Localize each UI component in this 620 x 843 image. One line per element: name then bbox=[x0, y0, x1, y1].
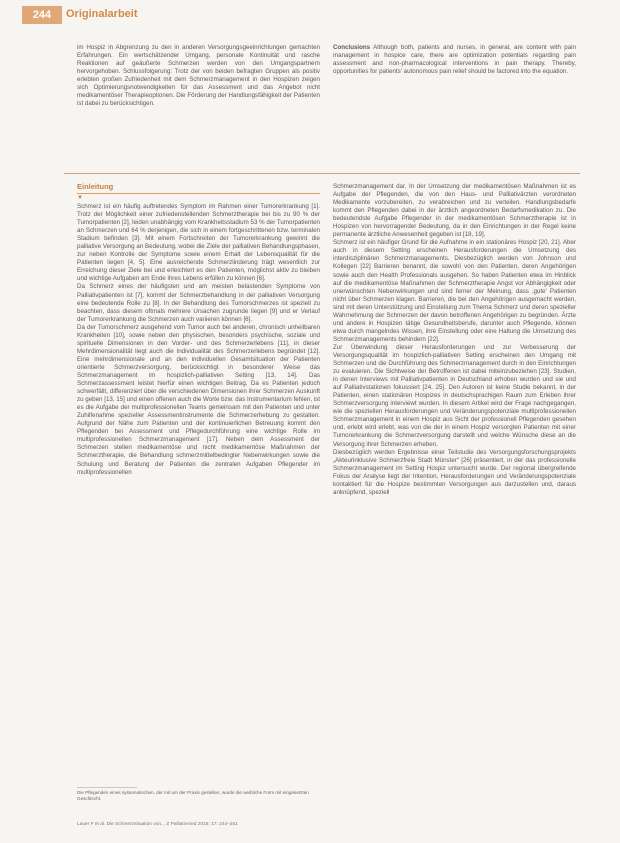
page-number: 244 bbox=[22, 6, 62, 24]
arrow-marker-icon: ▼ bbox=[77, 195, 83, 201]
body-right-paragraph-3: Zur Überwindung dieser Herausforderungen und zur Verbesserung der Versorgungsqualität im hospizlich-palliativen Setting erscheinen den Umgang mit Schmerzen und die Durchführung des Schmerzmanagement durch in den Einrichtungen zu evaluieren. Die Sichtweise der Betroffenen ist dabei miteinzubeziehen [23]. Studien, in denen Interviews mit Palliativpatienten in Deutschland erhoben wurden und sie und auf Palliativstationen fokussiert [24, 25]. Den Autoren ist keine Studie bekannt, in der Patienten, einen stationären Hospizes in deutschsprachigen Raum zum Erleben ihrer Schmerzversorgung interviewt wurden. In diesem Artikel wird der Frage nachgegangen, wie die speziellen Herausforderungen und Veränderungspotenziale multiprofessionellen Schmerzmanagement in einem Hospiz aus Sicht der professionell Pflegenden gesehen und, erlebt wird erlebt, was von die der in einem Hospiz versorgten Patienten mit einer Tumorerkrankung die Schmerzversorgung darstellt und welche Wünsche diese an die Versorgung ihrer Schmerzen erheben. bbox=[333, 343, 576, 448]
body-column-left bbox=[77, 203, 320, 477]
body-column-right bbox=[333, 183, 576, 497]
abstract-conclusions bbox=[333, 44, 576, 76]
section-heading: Einleitung bbox=[77, 182, 114, 191]
conclusions-text: Although both, patients and nurses, in general, are content with pain management in hospice care, there are optimization potentials regarding pain assessment and non-pharmacological interventions in pain therapy. Thereby, opportunities for patients' autonomous pain relief should be factored into the equation. bbox=[333, 44, 576, 76]
conclusions-label: Conclusions bbox=[333, 44, 371, 51]
body-left-paragraph-2: Da Schmerz eines der häufigsten und am meisten belastenden Symptome von Palliativpatienten ist [7], kommt der Schmerzbehandlung in der palliativen Versorgung eine bedeutende Rolle zu [8]. In der Behandlung des Tumorschmerzes ist speziell zu beachten, dass diesem oftmals mehrere Ursachen zugrunde liegen [9] und er Verlauf der Tumorerkrankung die Schmerzen auch variieren können [6]. bbox=[77, 283, 320, 323]
heading-rule bbox=[77, 193, 320, 194]
body-right-paragraph-1: Schmerzmanagement dar. In der Umsetzung der medikamentösen Maßnahmen ist es Aufgabe der Pflegenden, die von den Haus- und Palliativärzten verordneten Medikamente vorzubereiten, zu verabreichen und zu verteilen. Handlungsbedarfe kommt den Pflegenden dabei in der ärztlich angeordneten Bedarfsmedikation zu. Die bedeutendste Aufgabe Pflegender in der medikamentösen Schmerztherapie ist in Hospizen von hervorragender Bedeutung, da in den Einrichtungen in der Regel keine permanente ärztliche Anwesenheit gegeben ist [18, 19]. bbox=[333, 183, 576, 239]
footnote-rule bbox=[77, 787, 137, 788]
section-divider bbox=[64, 173, 580, 174]
body-left-paragraph-3: Da der Tumorschmerz ausgehend vom Tumor auch bei anderen, chronisch unheilbaren Krankheiten [10], sowie neben den physischen, besonders psychische, soziale und spirituelle Dimensionen in den Vorder- und des Schmerzerlebens [11], in dieser Mehrdimensionalität liegt auch die Individualität des Schmerzerlebens begründet [12]. Eine mehrdimensionale und an den individuellen Gesamtsituation der Patienten orientierte Schmerzversorgung, berücksichtigt in besonderer Weise das Schmerzmanagement im hospizlich-palliativen Setting [13, 14]. Das Schmerzassessment leistet hierfür einen wichtigen Beitrag. Da es Patienten jedoch schwerfällt, differenziert über die verschiedenen Dimensionen ihrer Schmerzen Auskunft zu geben [13, 15] und einen offenen auch die Worte bzw. das Instrumentarium fehlen, ist es die Aufgabe der multiprofessionellen Teams gemeinsam mit den Patienten und unter Zuhilfenahme spezieller Assessmentinstrumente die Schmerzerhebung zu gestalten. Aufgrund der Nähe zum Patienten und der kontinuierlichen Betreuung kommt den Pflegenden bei Assessment und Pflegedurchführung eine wichtige Rolle im multiprofessionellen Schmerzmanagement [17]. Neben dem Assessment der Schmerzen stellen medikamentöse und nicht medikamentöse Maßnahmen der Schmerztherapie, die Behandlung schmerzmittelbedingter Nebenwirkungen sowie die Schulung und Beratung der Patienten die zentralen Aufgaben Pflegender im multiprofessionellen bbox=[77, 323, 320, 476]
abstract-english-end bbox=[333, 44, 576, 76]
footnote: Die Pflegenden eines systematischen, der mit um der Praxis gestellen, wurde die weibliche Form mit eingesetzten Geschlecht. bbox=[77, 790, 309, 801]
page-header bbox=[0, 0, 620, 28]
body-left-paragraph-1: Schmerz ist ein häufig auftretendes Symptom im Rahmen einer Tumorerkrankung [1]. Trotz der Möglichkeit einer zufriedenstellenden Schmerztherapie bei bis zu 90 % der Tumorpatienten [2], leiden unabhängig vom Krankheitsstadium 53 % der Tumorpatienten an Schmerzen und 64 % derjenigen, die sich in einem fortgeschrittenen bzw. terminalen Stadium befinden [3]. Mit einem Fortschreiten der Tumorerkrankung gewinnt die palliative Versorgung an Bedeutung, wobei die Ziele der palliativen Behandlungsphasen, zur neben Kontrolle der Symptome sowie einem Erhalt der Lebensqualität für die Patienten liegen [4, 5]. Eine ausreichende Schmerzlinderung trägt wesentlich zur Erreichung dieser Ziele bei und erleichtert es den Patienten, möglichst aktiv zu bleiben und wichtige Aufgaben am Ende ihres Lebens erfüllen zu können [6]. bbox=[77, 203, 320, 283]
abstract-left-text: im Hospiz in Abgrenzung zu den in anderen Versorgungsgeeinrichtungen gemachten Erfahrungen. Ein wertschätzender Umgang, personale Kontinuität und rasche Reaktionen auf geäußerte Schmerzen werden von den Umgangspartnern hervorgehoben. Schlussfolgerung: Trotz der von beiden befragten Gruppen als positiv erlebten großen Zufriedenheit mit dem Schmerzmanagement in den Hospizen zeigen sich Optimierungsnotwendigkeiten für das Assessment und das Angebot nicht medikamentöser Therapieoptionen. Die Förderung der Handlungsfähigkeit der Patienten ist dabei zu berücksichtigen. bbox=[77, 44, 320, 108]
body-right-paragraph-2: Schmerz ist ein häufiger Grund für die Aufnahme in ein stationäres Hospiz [20, 21]. Aber auch in diesem Setting erscheinen Herausforderungen die Umsetzung des interdisziplinären Schmerzmanagements. Diesbezüglich werden von Johnson und Kollegen [22] Barrieren benannt, die sowohl von den Patienten, deren Angehörigen sowie auch den Health Professionals ausgehen. So haben Patienten etwa im Hinblick auf die medikamentöse Maßnahmen der Schmerztherapie Angst vor Abhängigkeit oder unerwünschten Nebenwirkungen und sind ferner der Meinung, dass ‚gute' Patienten nicht über Schmerzen klagen. Barrieren, die bei den Angehörigen ausgemacht werden, sind mit deren Unterstützung und Einstellung zum Thema Schmerz und deren spezieller Wahrnehmung der Schmerzen der davon betroffenen Angehörigen zu begründen. Ärzte und andere in Hospizen tätige Gesundheitsberufe, darunter auch Pflegende, können etwa durch mangelndes Wissen, ihre Einstellung oder eine Haltung die Umsetzung des Schmerzmanagements behindern [22]. bbox=[333, 239, 576, 343]
section-label: Originalarbeit bbox=[66, 8, 138, 20]
citation-footer: Lauer F et al. Die Schmerzsituation von... Z Palliativmed 2016; 17: 244–251 bbox=[77, 822, 238, 827]
abstract-german-end bbox=[77, 44, 320, 108]
body-right-paragraph-4: Diesbezüglich werden Ergebnisse einer Teilstudie des Versorgungsforschungsprojekts „Akteurinklusive Schmerzfreie Stadt Münster“ [26] präsentiert, in der das professionelle Schmerzmanagement im Setting Hospiz untersucht wurde. Der regional übergreifende Fokus der Analyse liegt der Intention, Herausforderungen und Veränderungspotenziale kontaktiert für die Hospize bestimmten Versorgungen aus darzustellen und, daraus anknüpfend, speziell bbox=[333, 448, 576, 496]
